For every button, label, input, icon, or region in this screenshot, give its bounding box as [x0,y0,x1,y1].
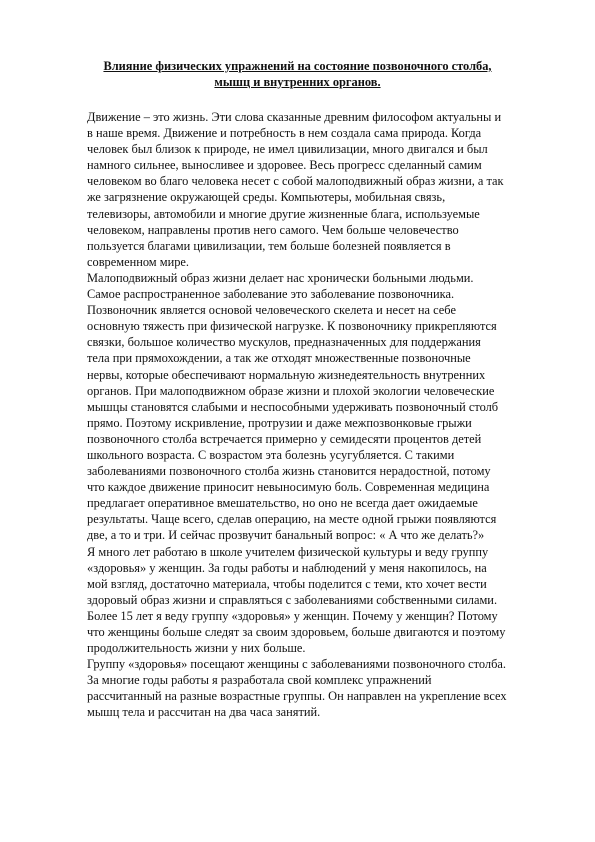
text-line: результаты. Чаще всего, сделав операцию, на месте одной грыжи появляются [87,512,497,527]
text-line: связки, большое количество мускулов, предназначенных для поддержания [87,335,481,350]
text-line: пользуется благами цивилизации, тем больше болезней появляется в [87,238,451,253]
paragraph-group [87,656,557,720]
text-line: человек был близок к природе, не имел цивилизации, много двигался и был [87,142,488,157]
text-line: школьного возраста. С возрастом эта болезнь усугубляется. С такими [87,447,455,462]
text-line: в наше время. Движение и потребность в нем создала сама природа. Когда [87,126,482,141]
text-line: человеком, направлены против него самого. Чем больше человечество [87,222,459,237]
text-line: человеком во благо человека несет с собой малоподвижный образ жизни, а так [87,174,504,189]
text-line: Группу «здоровья» посещают женщины с заболеваниями позвоночного столба. [87,657,507,672]
text-line: органов. При малоподвижном образе жизни и плохой экологии человеческие [87,383,495,398]
paragraph-intro [87,109,557,270]
text-line: тела при прямохождении, а так же отходят множественные позвоночные [87,351,471,366]
document-body [87,109,557,721]
document-title [60,58,535,90]
paragraph-author [87,544,557,657]
text-line: прямо. Поэтому искривление, протрузии и даже межпозвонковые грыжи [87,415,472,430]
text-line: нервы, которые обеспечивают нормальную жизнедеятельность внутренних [87,367,486,382]
text-line: заболеваниями позвоночного столба жизнь становится нерадостной, потому [87,464,491,479]
title-line: Влияние физических упражнений на состояние позвоночного столба, [103,59,492,73]
text-line: Я много лет работаю в школе учителем физической культуры и веду группу [87,544,489,559]
text-line: здоровый образ жизни и справляться с заболеваниями собственными силами. [87,592,498,607]
text-line: мой взгляд, достаточно материала, чтобы поделится с теми, кто хочет вести [87,576,487,591]
text-line: продолжительность жизни у них больше. [87,641,306,656]
text-line: Позвоночник является основой человеческого скелета и несет на себе [87,303,456,318]
paragraph-spine [87,270,557,544]
text-line: современном мире. [87,254,190,269]
text-line: мышцы становятся слабыми и неспособными удерживать позвоночный столб [87,399,499,414]
text-line: что каждое движение приносит невыносимую боль. Современная медицина [87,480,490,495]
text-line: две, а то и три. И сейчас прозвучит банальный вопрос: « А что же делать?» [87,528,485,543]
text-line: что женщины больше следят за своим здоровьем, больше двигаются и поэтому [87,625,506,639]
text-line: Более 15 лет я веду группу «здоровья» у женщин. Почему у женщин? Потому [87,608,498,623]
text-line: намного сильнее, выносливее и здоровее. Весь прогресс сделанный самим [87,158,482,173]
text-line: За многие годы работы я разработала свой комплекс упражнений [87,673,432,688]
text-line: мышц тела и рассчитан на два часа занятий. [87,705,321,720]
text-line: телевизоры, автомобили и многие другие жизненные блага, используемые [87,206,480,221]
text-line: Самое распространенное заболевание это заболевание позвоночника. [87,287,455,302]
text-line: «здоровья» у женщин. За годы работы и наблюдений у меня накопилось, на [87,560,487,575]
text-line: Малоподвижный образ жизни делает нас хронически больными людьми. [87,270,474,285]
text-line: Движение – это жизнь. Эти слова сказанные древним философом актуальны и [87,110,502,124]
text-line: предлагает оперативное вмешательство, но оно не всегда дает ожидаемые [87,496,478,511]
title-line: мышц и внутренних органов. [214,75,381,89]
text-line: позвоночного столба встречается примерно у семидесяти процентов детей [87,431,482,446]
text-line: рассчитанный на разные возрастные группы. Он направлен на укрепление всех [87,689,507,704]
text-line: же загрязнение окружающей среды. Компьютеры, мобильная связь, [87,190,446,205]
text-line: основную тяжесть при физической нагрузке. К позвоночнику прикрепляются [87,319,497,334]
